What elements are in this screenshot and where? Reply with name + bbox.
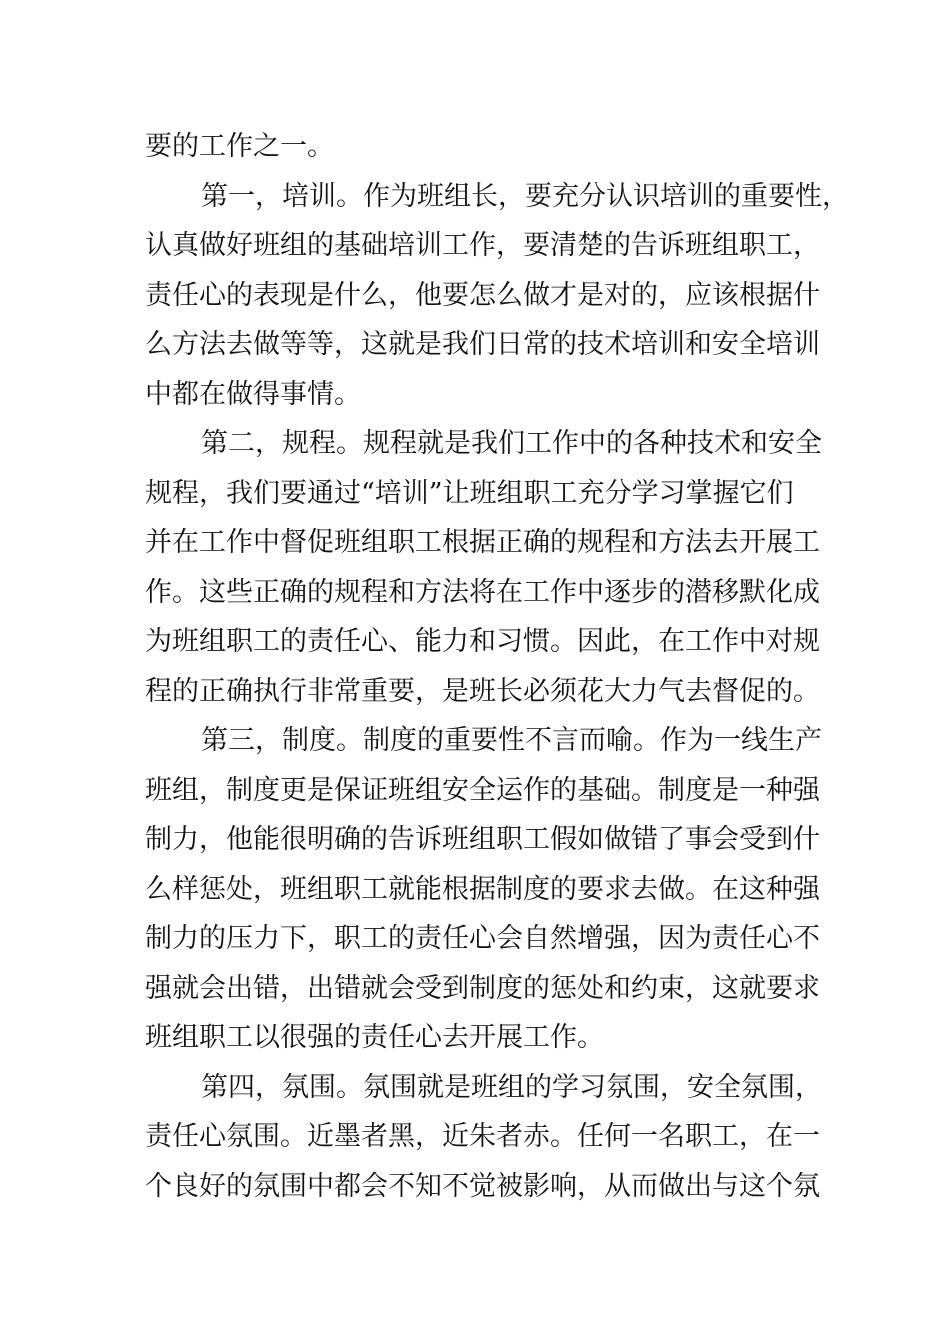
text-line: 责任心氛围。近墨者黑，近朱者赤。任何一名职工，在一 <box>145 1121 820 1152</box>
text-line: 班组，制度更是保证班组安全运作的基础。制度是一种强 <box>145 774 820 806</box>
text-line: 第二，规程。规程就是我们工作中的各种技术和安全 <box>201 428 822 459</box>
text-line: 么方法去做等等，这就是我们日常的技术培训和安全培训 <box>145 329 820 360</box>
text-line: 制力，他能很明确的告诉班组职工假如做错了事会受到什 <box>145 824 820 855</box>
text-line: 制力的压力下，职工的责任心会自然增强，因为责任心不 <box>145 923 820 954</box>
text-line: 第一，培训。作为班组长，要充分认识培训的重要性， <box>201 180 849 212</box>
text-line: 作。这些正确的规程和方法将在工作中逐步的潜移默化成 <box>145 576 820 608</box>
text-line: 为班组职工的责任心、能力和习惯。因此，在工作中对规 <box>145 626 820 657</box>
text-line: 第四，氛围。氛围就是班组的学习氛围，安全氛围， <box>201 1071 822 1103</box>
text-line: 程的正确执行非常重要，是班长必须花大力气去督促的。 <box>145 675 820 707</box>
document-body <box>145 122 849 1211</box>
text-line: 强就会出错，出错就会受到制度的惩处和约束，这就要求 <box>145 972 820 1004</box>
text-line: 并在工作中督促班组职工根据正确的规程和方法去开展工 <box>145 527 820 558</box>
text-line: 个良好的氛围中都会不知不觉被影响，从而做出与这个氛 <box>145 1170 820 1202</box>
text-line: 么样惩处，班组职工就能根据制度的要求去做。在这种强 <box>145 873 820 905</box>
text-line: 责任心的表现是什么，他要怎么做才是对的，应该根据什 <box>145 279 820 311</box>
text-line: 规程，我们要通过“培训”让班组职工充分学习掌握它们 <box>145 477 794 509</box>
text-line: 班组职工以很强的责任心去开展工作。 <box>145 1022 604 1053</box>
text-line: 中都在做得事情。 <box>145 378 361 410</box>
text-line: 第三，制度。制度的重要性不言而喻。作为一线生产 <box>201 725 822 756</box>
text-line: 认真做好班组的基础培训工作，要清楚的告诉班组职工， <box>145 230 820 261</box>
text-line: 要的工作之一。 <box>145 131 334 162</box>
